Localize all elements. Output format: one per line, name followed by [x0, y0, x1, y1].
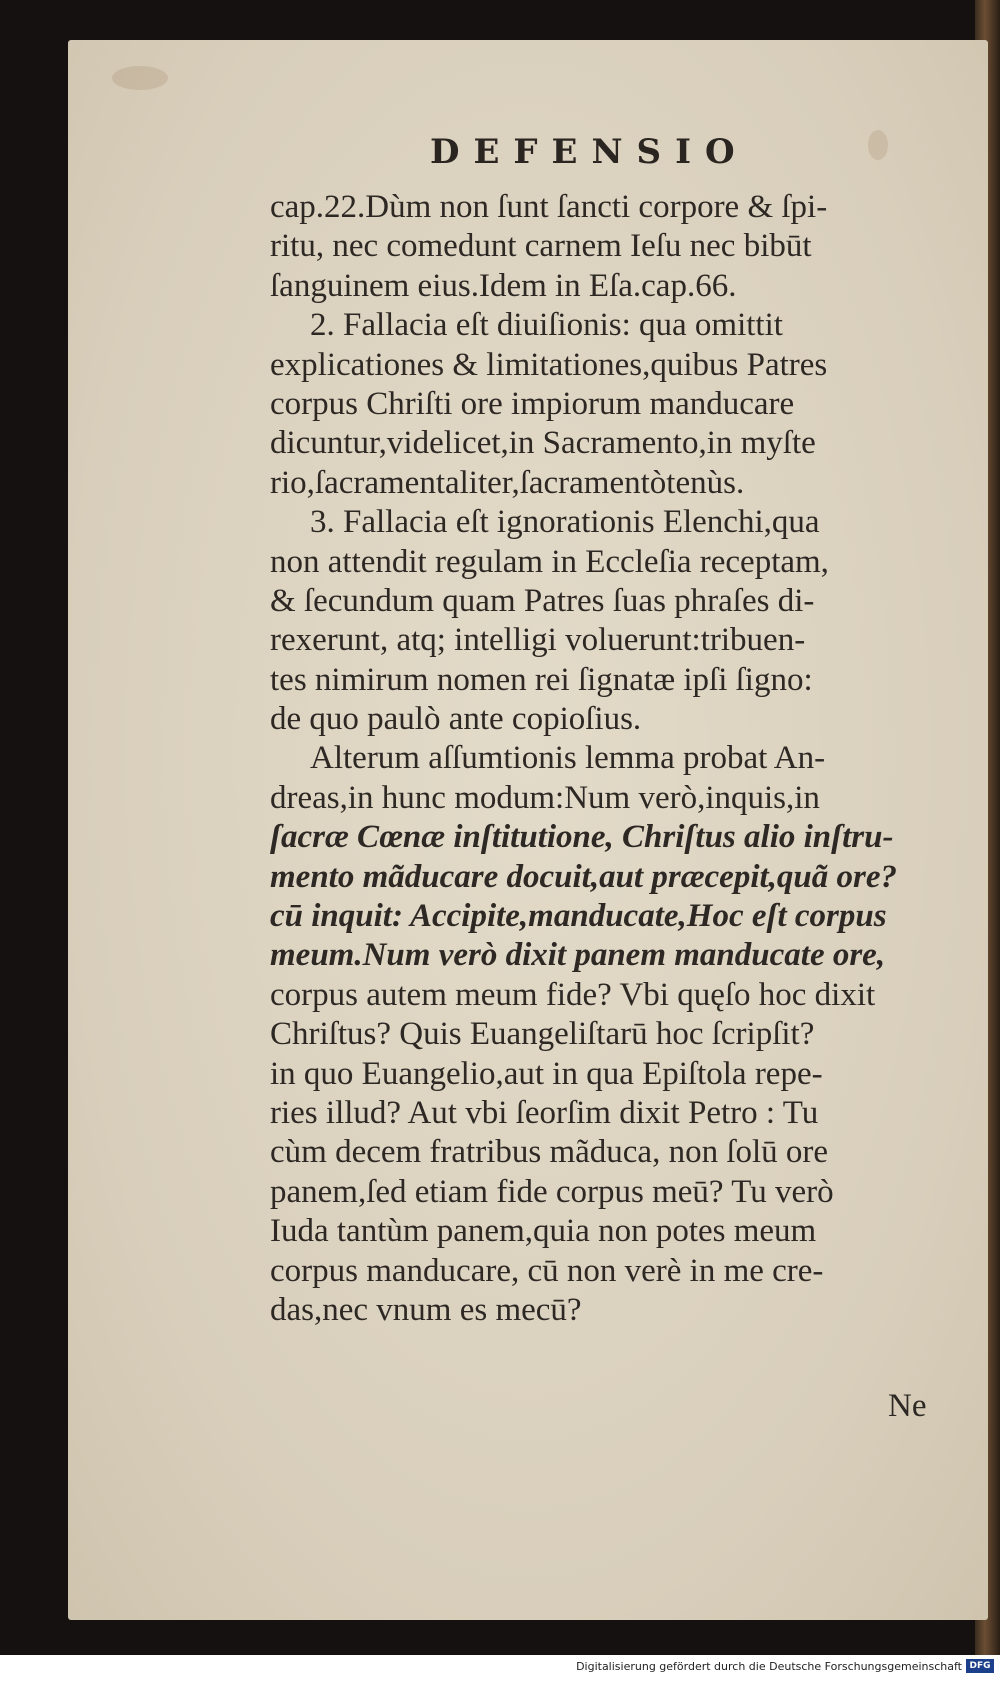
dfg-logo: DFG — [966, 1659, 994, 1673]
running-head: DEFENSIO — [430, 132, 749, 172]
text-line: rexerunt, atq; intelligi voluerunt:tribuen- — [270, 622, 806, 659]
text-line: corpus autem meum fide? Vbi quęſo hoc dixit — [270, 976, 876, 1013]
text-line: Alterum aſſumtionis lemma probat An- — [310, 740, 826, 777]
text-line: dicuntur,videlicet,in Sacramento,in myſte — [270, 425, 816, 462]
text-line: meum.Num verò dixit panem manducate ore, — [270, 937, 886, 974]
text-line: ſacræ Cœnæ inſtitutione, Chriſtus alio inſtru- — [270, 819, 894, 856]
text-line: in quo Euangelio,aut in qua Epiſtola repe- — [270, 1055, 823, 1092]
text-line: ries illud? Aut vbi ſeorſim dixit Petro : Tu — [270, 1094, 819, 1131]
text-line: mento mãducare docuit,aut præcepit,quã ore? — [270, 858, 897, 895]
text-line: Chriſtus? Quis Euangeliſtarū hoc ſcripſit? — [270, 1016, 815, 1053]
ink-smudge — [112, 66, 168, 90]
text-line: das,nec vnum es mecū? — [270, 1291, 582, 1328]
page-body-text — [270, 188, 930, 1330]
text-line: cū inquit: Accipite,manducate,Hoc eſt corpus — [270, 898, 887, 935]
text-line: & ſecundum quam Patres ſuas phraſes di- — [270, 582, 815, 619]
page-stain — [868, 130, 888, 160]
text-line: corpus Chriſti ore impiorum manducare — [270, 385, 795, 422]
text-line: de quo paulò ante copioſius. — [270, 701, 642, 738]
text-line: corpus manducare, cū non verè in me cre- — [270, 1252, 824, 1289]
text-line: rio,ſacramentaliter,ſacramentòtenùs. — [270, 464, 745, 501]
text-line: dreas,in hunc modum:Num verò,inquis,in — [270, 779, 820, 816]
catchword: Ne — [888, 1388, 927, 1424]
digitization-credit: Digitalisierung gefördert durch die Deutsche Forschungsgemeinschaft — [576, 1660, 962, 1673]
text-line: 2. Fallacia eſt diuiſionis: qua omittit — [310, 307, 783, 344]
text-line: cap.22.Dùm non ſunt ſancti corpore & ſpi- — [270, 189, 828, 225]
text-line: non attendit regulam in Eccleſia receptam, — [270, 543, 829, 580]
text-line: ſanguinem eius.Idem in Eſa.cap.66. — [270, 267, 737, 304]
text-line: 3. Fallacia eſt ignorationis Elenchi,qua — [310, 504, 820, 541]
text-line: cùm decem fratribus mãduca, non ſolū ore — [270, 1134, 829, 1171]
text-line: tes nimirum nomen rei ſignatæ ipſi ſigno: — [270, 661, 813, 698]
text-line: ritu, nec comedunt carnem Ieſu nec bibūt — [270, 228, 812, 265]
text-line: Iuda tantùm panem,quia non potes meum — [270, 1213, 817, 1250]
text-line: explicationes & limitationes,quibus Patres — [270, 346, 828, 383]
text-line: panem,ſed etiam fide corpus meū? Tu verò — [270, 1173, 834, 1210]
